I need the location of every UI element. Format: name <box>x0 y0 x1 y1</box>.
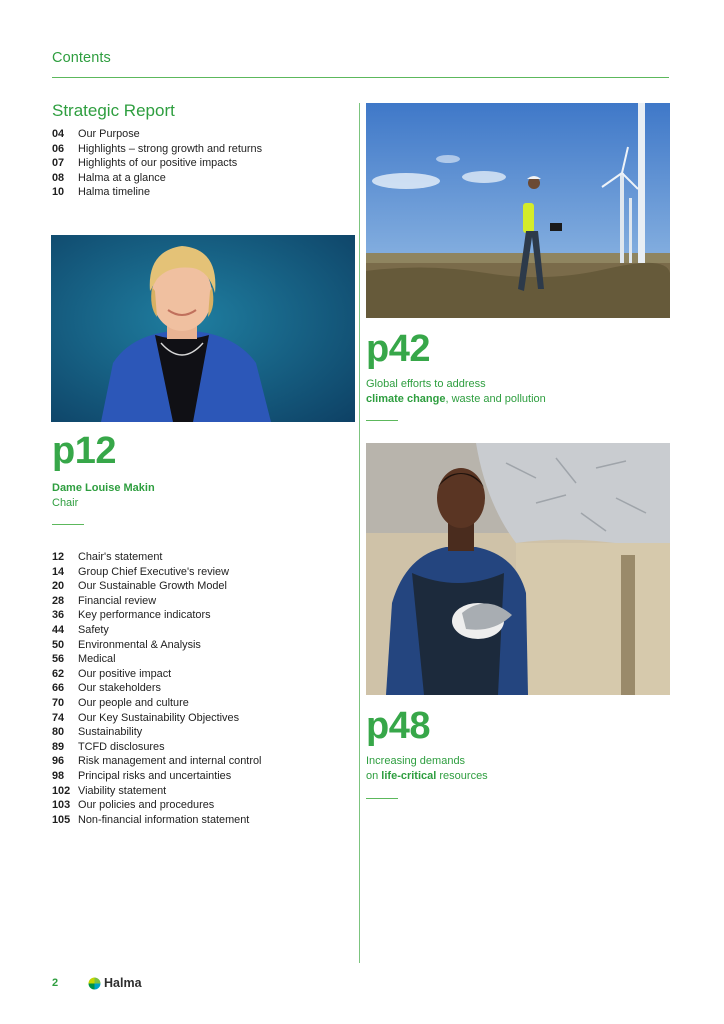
toc-item[interactable] <box>52 813 261 828</box>
toc-label: Sustainability <box>78 726 143 739</box>
toc-item[interactable] <box>52 638 261 653</box>
caption-line: resources <box>436 770 488 782</box>
toc-label: Our Purpose <box>78 128 140 140</box>
caption-line: Increasing demands <box>366 755 466 767</box>
toc-page-number: 06 <box>52 142 65 155</box>
chair-portrait-photo <box>51 235 355 422</box>
toc-item[interactable] <box>52 696 261 711</box>
feature-page-ref-p48[interactable]: p48 <box>366 705 430 747</box>
wind-farm-photo <box>366 103 670 318</box>
toc-item[interactable] <box>52 740 261 755</box>
toc-page-number: 98 <box>52 769 65 782</box>
toc-page-number: 36 <box>52 609 65 622</box>
toc-item[interactable] <box>52 623 261 638</box>
toc-page-number: 56 <box>52 653 65 666</box>
short-divider <box>366 420 398 421</box>
toc-item[interactable] <box>52 185 262 200</box>
short-divider <box>52 524 84 525</box>
toc-item[interactable] <box>52 798 261 813</box>
toc-item[interactable] <box>52 681 261 696</box>
toc-page-number: 50 <box>52 638 65 651</box>
toc-page-number: 102 <box>52 784 71 797</box>
toc-label: Halma timeline <box>78 186 151 199</box>
toc-page-number: 04 <box>52 128 65 140</box>
toc-page-number: 74 <box>52 711 65 724</box>
toc-label: Environmental & Analysis <box>78 638 201 651</box>
feature-page-ref-p42[interactable]: p42 <box>366 328 430 370</box>
toc-page-number: 07 <box>52 157 65 170</box>
caption-emphasis: life-critical <box>381 770 437 782</box>
chair-caption <box>52 481 155 511</box>
logo-wordmark: Halma <box>104 976 142 990</box>
toc-label: Highlights of our positive impacts <box>78 157 238 170</box>
caption-line: , waste and pollution <box>445 393 546 405</box>
toc-page-number: 96 <box>52 755 65 768</box>
halma-logo-icon <box>88 977 101 990</box>
toc-page-number: 80 <box>52 726 65 739</box>
resources-caption <box>366 754 488 784</box>
toc-page-number: 08 <box>52 171 65 184</box>
toc-label: Our policies and procedures <box>78 799 215 812</box>
caption-emphasis: climate change <box>366 393 446 405</box>
toc-item[interactable] <box>52 550 261 565</box>
toc-label: TCFD disclosures <box>78 740 165 753</box>
toc-item[interactable] <box>52 579 261 594</box>
column-divider <box>359 103 360 963</box>
caption-line: on <box>366 770 382 782</box>
toc-item[interactable] <box>52 127 262 142</box>
toc-page-number: 28 <box>52 594 65 607</box>
toc-page-number: 66 <box>52 682 65 695</box>
toc-item[interactable] <box>52 171 262 186</box>
toc-page-number: 62 <box>52 667 65 680</box>
toc-item[interactable] <box>52 667 261 682</box>
toc-label: Financial review <box>78 594 157 607</box>
recycling-worker-photo <box>366 443 670 695</box>
halma-logo[interactable] <box>88 976 142 990</box>
toc-page-number: 44 <box>52 623 65 636</box>
toc-page-number: 89 <box>52 740 65 753</box>
toc-item[interactable] <box>52 156 262 171</box>
toc-item[interactable] <box>52 754 261 769</box>
toc-label: Safety <box>78 623 109 636</box>
toc-label: Chair's statement <box>78 551 163 563</box>
header-divider <box>52 77 669 78</box>
section-title-strategic-report[interactable]: Strategic Report <box>52 101 175 120</box>
page-number: 2 <box>52 977 59 989</box>
toc-page-number: 20 <box>52 580 65 593</box>
toc-label: Non-financial information statement <box>78 813 250 826</box>
toc-label: Medical <box>78 653 116 666</box>
chair-role: Chair <box>52 497 79 509</box>
toc-label: Group Chief Executive's review <box>78 565 229 578</box>
toc-item[interactable] <box>52 784 261 799</box>
toc-label: Our positive impact <box>78 667 172 680</box>
toc-item[interactable] <box>52 142 262 157</box>
climate-caption <box>366 377 546 407</box>
toc-label: Our stakeholders <box>78 682 161 695</box>
toc-page-number: 103 <box>52 799 71 812</box>
toc-item[interactable] <box>52 565 261 580</box>
toc-page-number: 105 <box>52 813 71 826</box>
chair-name: Dame Louise Makin <box>52 482 155 494</box>
toc-label: Key performance indicators <box>78 609 211 622</box>
feature-page-ref-p12[interactable]: p12 <box>52 430 116 472</box>
toc-label: Risk management and internal control <box>78 755 262 768</box>
toc-page-number: 70 <box>52 696 65 709</box>
toc-item[interactable] <box>52 711 261 726</box>
page-title: Contents <box>52 50 111 66</box>
toc-page-number: 10 <box>52 186 65 199</box>
toc-label: Our Sustainable Growth Model <box>78 580 227 593</box>
toc-label: Principal risks and uncertainties <box>78 769 232 782</box>
toc-label: Our Key Sustainability Objectives <box>78 711 240 724</box>
toc-item[interactable] <box>52 725 261 740</box>
toc-label: Our people and culture <box>78 696 189 709</box>
toc-page-number: 12 <box>52 551 65 563</box>
toc-page-number: 14 <box>52 565 65 578</box>
caption-line: Global efforts to address <box>366 378 486 390</box>
toc-label: Halma at a glance <box>78 171 166 184</box>
toc-item[interactable] <box>52 769 261 784</box>
toc-item[interactable] <box>52 652 261 667</box>
toc-label: Viability statement <box>78 784 167 797</box>
strategic-report-toc <box>52 127 262 200</box>
main-toc <box>52 550 261 827</box>
short-divider <box>366 798 398 799</box>
toc-item[interactable] <box>52 594 261 609</box>
toc-label: Highlights – strong growth and returns <box>78 142 263 155</box>
toc-item[interactable] <box>52 608 261 623</box>
